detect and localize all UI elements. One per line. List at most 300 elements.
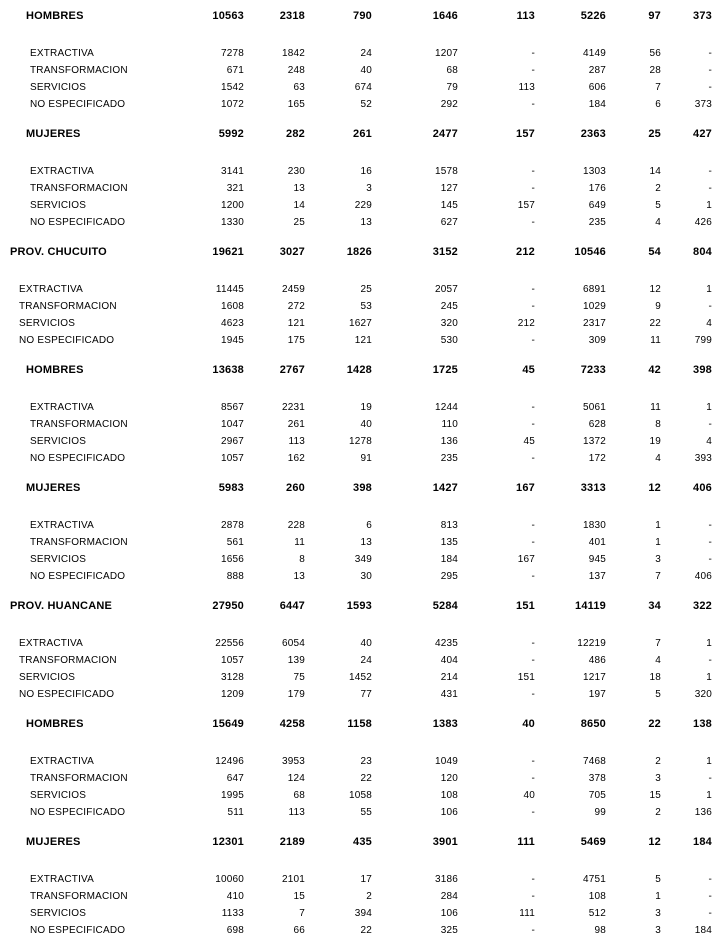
section-header-row bbox=[0, 480, 715, 497]
value-cell: 18 bbox=[649, 672, 661, 683]
value-cell: 1627 bbox=[348, 318, 372, 329]
value-cell: 287 bbox=[588, 65, 606, 76]
value-cell: 627 bbox=[440, 217, 458, 228]
value-cell: 24 bbox=[360, 48, 372, 59]
row-label: SERVICIOS bbox=[30, 908, 87, 919]
value-cell: - bbox=[531, 807, 535, 818]
value-cell: - bbox=[531, 453, 535, 464]
value-cell: 11445 bbox=[215, 284, 244, 295]
value-cell: 1049 bbox=[434, 756, 458, 767]
value-cell: - bbox=[531, 874, 535, 885]
value-cell: 3313 bbox=[580, 482, 606, 494]
value-cell: 6447 bbox=[279, 600, 305, 612]
value-cell: 5 bbox=[655, 689, 661, 700]
value-cell: - bbox=[531, 419, 535, 430]
value-cell: 2 bbox=[655, 807, 661, 818]
value-cell: - bbox=[531, 284, 535, 295]
row-label: NO ESPECIFICADO bbox=[19, 335, 115, 346]
value-cell: 1 bbox=[706, 402, 712, 413]
value-cell: 888 bbox=[226, 571, 244, 582]
value-cell: 325 bbox=[440, 925, 458, 934]
value-cell: 25 bbox=[360, 284, 372, 295]
value-cell: 4751 bbox=[582, 874, 606, 885]
value-cell: 1 bbox=[706, 672, 712, 683]
value-cell: 486 bbox=[588, 655, 606, 666]
value-cell: 647 bbox=[226, 773, 244, 784]
value-cell: 1 bbox=[706, 638, 712, 649]
value-cell: 12 bbox=[649, 284, 661, 295]
value-cell: 671 bbox=[226, 65, 244, 76]
value-cell: 229 bbox=[354, 200, 372, 211]
row-label: EXTRACTIVA bbox=[30, 874, 95, 885]
value-cell: - bbox=[708, 48, 712, 59]
value-cell: - bbox=[708, 65, 712, 76]
section-hombres bbox=[0, 362, 715, 467]
value-cell: 1725 bbox=[432, 364, 458, 376]
value-cell: 322 bbox=[693, 600, 712, 612]
value-cell: 7468 bbox=[582, 756, 606, 767]
value-cell: 5226 bbox=[580, 10, 606, 22]
value-cell: 6 bbox=[655, 99, 661, 110]
table-row bbox=[0, 281, 715, 298]
value-cell: 261 bbox=[353, 128, 372, 140]
value-cell: 393 bbox=[694, 453, 712, 464]
section-mujeres bbox=[0, 834, 715, 934]
value-cell: - bbox=[531, 48, 535, 59]
value-cell: 4235 bbox=[434, 638, 458, 649]
value-cell: 674 bbox=[354, 82, 372, 93]
value-cell: 167 bbox=[516, 482, 535, 494]
section-header-row bbox=[0, 244, 715, 261]
value-cell: 4 bbox=[655, 217, 661, 228]
value-cell: 2 bbox=[655, 183, 661, 194]
value-cell: - bbox=[531, 301, 535, 312]
value-cell: 3152 bbox=[432, 246, 458, 258]
value-cell: 11 bbox=[650, 335, 661, 346]
value-cell: 7 bbox=[655, 638, 661, 649]
value-cell: 91 bbox=[360, 453, 372, 464]
value-cell: 45 bbox=[522, 364, 535, 376]
value-cell: 1 bbox=[706, 790, 712, 801]
value-cell: 111 bbox=[519, 908, 535, 919]
value-cell: 2057 bbox=[434, 284, 458, 295]
value-cell: 56 bbox=[649, 48, 661, 59]
table-row bbox=[0, 450, 715, 467]
table-row bbox=[0, 686, 715, 703]
value-cell: 1057 bbox=[220, 655, 244, 666]
value-cell: 12496 bbox=[215, 756, 244, 767]
value-cell: 22 bbox=[649, 318, 661, 329]
value-cell: - bbox=[531, 166, 535, 177]
value-cell: 4149 bbox=[582, 48, 606, 59]
value-cell: 1 bbox=[655, 537, 661, 548]
value-cell: - bbox=[531, 183, 535, 194]
row-label: SERVICIOS bbox=[30, 200, 87, 211]
value-cell: 248 bbox=[287, 65, 305, 76]
value-cell: 22 bbox=[360, 773, 372, 784]
section-header-row bbox=[0, 716, 715, 733]
value-cell: 137 bbox=[588, 571, 606, 582]
value-cell: 11 bbox=[294, 537, 305, 548]
table-row bbox=[0, 96, 715, 113]
value-cell: - bbox=[531, 99, 535, 110]
table-row bbox=[0, 922, 715, 934]
value-cell: 406 bbox=[693, 482, 712, 494]
value-cell: - bbox=[531, 638, 535, 649]
value-cell: - bbox=[531, 65, 535, 76]
value-cell: 121 bbox=[287, 318, 305, 329]
value-cell: 1995 bbox=[220, 790, 244, 801]
value-cell: 404 bbox=[440, 655, 458, 666]
value-cell: - bbox=[531, 217, 535, 228]
row-label: EXTRACTIVA bbox=[30, 166, 95, 177]
value-cell: 22 bbox=[648, 718, 661, 730]
value-cell: 24 bbox=[360, 655, 372, 666]
section-header-row bbox=[0, 8, 715, 25]
value-cell: 431 bbox=[440, 689, 458, 700]
value-cell: - bbox=[531, 756, 535, 767]
value-cell: 427 bbox=[693, 128, 712, 140]
row-label: EXTRACTIVA bbox=[30, 48, 95, 59]
value-cell: 6054 bbox=[281, 638, 305, 649]
row-label: NO ESPECIFICADO bbox=[30, 453, 126, 464]
value-cell: 5 bbox=[655, 200, 661, 211]
value-cell: 136 bbox=[440, 436, 458, 447]
value-cell: 13 bbox=[360, 217, 372, 228]
value-cell: 40 bbox=[360, 638, 372, 649]
value-cell: - bbox=[531, 537, 535, 548]
value-cell: 398 bbox=[353, 482, 372, 494]
value-cell: 15649 bbox=[212, 718, 244, 730]
table-row bbox=[0, 534, 715, 551]
value-cell: 406 bbox=[694, 571, 712, 582]
value-cell: 945 bbox=[588, 554, 606, 565]
value-cell: 176 bbox=[588, 183, 606, 194]
value-cell: 2767 bbox=[279, 364, 305, 376]
value-cell: 54 bbox=[648, 246, 661, 258]
section-hombres bbox=[0, 716, 715, 821]
value-cell: 261 bbox=[287, 419, 305, 430]
value-cell: 214 bbox=[440, 672, 458, 683]
value-cell: 5992 bbox=[218, 128, 244, 140]
value-cell: 127 bbox=[440, 183, 458, 194]
value-cell: 3141 bbox=[220, 166, 244, 177]
value-cell: 7233 bbox=[580, 364, 606, 376]
section-header-label: PROV. HUANCANE bbox=[10, 600, 113, 612]
value-cell: - bbox=[708, 419, 712, 430]
value-cell: - bbox=[708, 908, 712, 919]
value-cell: 12219 bbox=[577, 638, 606, 649]
value-cell: 2231 bbox=[281, 402, 305, 413]
value-cell: 212 bbox=[517, 318, 535, 329]
value-cell: 8 bbox=[299, 554, 305, 565]
value-cell: 4 bbox=[706, 436, 712, 447]
row-label: TRANSFORMACION bbox=[30, 65, 128, 76]
value-cell: 97 bbox=[648, 10, 661, 22]
value-cell: 13638 bbox=[212, 364, 244, 376]
value-cell: 184 bbox=[588, 99, 606, 110]
value-cell: 410 bbox=[226, 891, 244, 902]
value-cell: 230 bbox=[287, 166, 305, 177]
value-cell: 113 bbox=[288, 436, 305, 447]
value-cell: 3128 bbox=[220, 672, 244, 683]
value-cell: 228 bbox=[287, 520, 305, 531]
value-cell: 1029 bbox=[582, 301, 606, 312]
value-cell: 235 bbox=[440, 453, 458, 464]
value-cell: - bbox=[531, 571, 535, 582]
row-label: EXTRACTIVA bbox=[30, 402, 95, 413]
row-label: EXTRACTIVA bbox=[19, 638, 84, 649]
row-label: EXTRACTIVA bbox=[30, 756, 95, 767]
value-cell: 63 bbox=[293, 82, 305, 93]
value-cell: 284 bbox=[440, 891, 458, 902]
value-cell: 799 bbox=[694, 335, 712, 346]
value-cell: 705 bbox=[588, 790, 606, 801]
value-cell: 4 bbox=[706, 318, 712, 329]
value-cell: - bbox=[708, 82, 712, 93]
value-cell: - bbox=[708, 773, 712, 784]
section-header-label: MUJERES bbox=[26, 482, 81, 494]
value-cell: 4623 bbox=[220, 318, 244, 329]
value-cell: 30 bbox=[360, 571, 372, 582]
value-cell: 2363 bbox=[580, 128, 606, 140]
value-cell: 1072 bbox=[220, 99, 244, 110]
value-cell: 175 bbox=[287, 335, 305, 346]
value-cell: 10563 bbox=[212, 10, 244, 22]
value-cell: 14119 bbox=[575, 600, 606, 612]
value-cell: 184 bbox=[694, 925, 712, 934]
value-cell: 2967 bbox=[220, 436, 244, 447]
value-cell: 1427 bbox=[432, 482, 458, 494]
value-cell: 157 bbox=[517, 200, 535, 211]
table-row bbox=[0, 298, 715, 315]
table-row bbox=[0, 45, 715, 62]
table-row bbox=[0, 635, 715, 652]
value-cell: - bbox=[708, 655, 712, 666]
row-label: NO ESPECIFICADO bbox=[30, 807, 126, 818]
value-cell: 309 bbox=[588, 335, 606, 346]
value-cell: - bbox=[708, 554, 712, 565]
value-cell: 10060 bbox=[215, 874, 244, 885]
value-cell: 8650 bbox=[580, 718, 606, 730]
value-cell: 108 bbox=[440, 790, 458, 801]
value-cell: 23 bbox=[360, 756, 372, 767]
value-cell: 1 bbox=[706, 756, 712, 767]
value-cell: 295 bbox=[440, 571, 458, 582]
row-label: TRANSFORMACION bbox=[19, 655, 117, 666]
value-cell: 8 bbox=[655, 419, 661, 430]
value-cell: 162 bbox=[287, 453, 305, 464]
value-cell: 606 bbox=[588, 82, 606, 93]
value-cell: 1542 bbox=[220, 82, 244, 93]
value-cell: 3 bbox=[655, 925, 661, 934]
value-cell: 1209 bbox=[220, 689, 244, 700]
table-row bbox=[0, 652, 715, 669]
value-cell: 1842 bbox=[281, 48, 305, 59]
value-cell: 4 bbox=[655, 655, 661, 666]
value-cell: 3 bbox=[655, 773, 661, 784]
value-cell: 113 bbox=[288, 807, 305, 818]
value-cell: 99 bbox=[594, 807, 606, 818]
value-cell: 260 bbox=[286, 482, 305, 494]
section-header-label: HOMBRES bbox=[26, 364, 84, 376]
value-cell: 2 bbox=[655, 756, 661, 767]
value-cell: 1428 bbox=[346, 364, 372, 376]
value-cell: - bbox=[708, 874, 712, 885]
value-cell: 245 bbox=[440, 301, 458, 312]
value-cell: 135 bbox=[440, 537, 458, 548]
section-header-row bbox=[0, 834, 715, 851]
row-label: TRANSFORMACION bbox=[30, 419, 128, 430]
table-row bbox=[0, 871, 715, 888]
value-cell: - bbox=[708, 520, 712, 531]
value-cell: 1383 bbox=[432, 718, 458, 730]
value-cell: 2317 bbox=[582, 318, 606, 329]
value-cell: 1646 bbox=[432, 10, 458, 22]
section-header-row bbox=[0, 598, 715, 615]
value-cell: 22556 bbox=[215, 638, 244, 649]
value-cell: 151 bbox=[516, 600, 535, 612]
value-cell: 1 bbox=[706, 200, 712, 211]
value-cell: 4258 bbox=[279, 718, 305, 730]
value-cell: 28 bbox=[649, 65, 661, 76]
value-cell: 7 bbox=[299, 908, 305, 919]
value-cell: 1 bbox=[655, 891, 661, 902]
table-row bbox=[0, 180, 715, 197]
value-cell: 1372 bbox=[582, 436, 606, 447]
section-header-label: PROV. CHUCUITO bbox=[10, 246, 107, 258]
value-cell: 98 bbox=[594, 925, 606, 934]
row-label: SERVICIOS bbox=[30, 82, 87, 93]
value-cell: 13 bbox=[293, 571, 305, 582]
value-cell: 3 bbox=[655, 908, 661, 919]
value-cell: 45 bbox=[523, 436, 535, 447]
section-hombres bbox=[0, 8, 715, 113]
section-mujeres bbox=[0, 480, 715, 585]
value-cell: - bbox=[708, 183, 712, 194]
row-label: TRANSFORMACION bbox=[19, 301, 117, 312]
value-cell: 40 bbox=[523, 790, 535, 801]
value-cell: 151 bbox=[517, 672, 535, 683]
section-mujeres bbox=[0, 126, 715, 231]
value-cell: 52 bbox=[360, 99, 372, 110]
value-cell: 5469 bbox=[580, 836, 606, 848]
row-label: EXTRACTIVA bbox=[30, 520, 95, 531]
value-cell: - bbox=[708, 537, 712, 548]
value-cell: 138 bbox=[693, 718, 712, 730]
value-cell: 197 bbox=[588, 689, 606, 700]
value-cell: 426 bbox=[694, 217, 712, 228]
section-header-row bbox=[0, 126, 715, 143]
table-row bbox=[0, 416, 715, 433]
row-label: NO ESPECIFICADO bbox=[30, 217, 126, 228]
value-cell: - bbox=[708, 166, 712, 177]
value-cell: 12 bbox=[648, 836, 661, 848]
section-prov-chucuito bbox=[0, 244, 715, 349]
section-prov-huancane bbox=[0, 598, 715, 703]
value-cell: 1945 bbox=[220, 335, 244, 346]
row-label: TRANSFORMACION bbox=[30, 537, 128, 548]
value-cell: 110 bbox=[441, 419, 458, 430]
value-cell: 530 bbox=[440, 335, 458, 346]
value-cell: 14 bbox=[293, 200, 305, 211]
value-cell: 11 bbox=[650, 402, 661, 413]
value-cell: - bbox=[531, 402, 535, 413]
value-cell: 1057 bbox=[220, 453, 244, 464]
row-label: SERVICIOS bbox=[30, 554, 87, 565]
table-row bbox=[0, 62, 715, 79]
table-row bbox=[0, 804, 715, 821]
value-cell: 235 bbox=[588, 217, 606, 228]
value-cell: 2477 bbox=[432, 128, 458, 140]
row-label: TRANSFORMACION bbox=[30, 891, 128, 902]
row-label: TRANSFORMACION bbox=[30, 183, 128, 194]
value-cell: 378 bbox=[588, 773, 606, 784]
value-cell: 113 bbox=[516, 10, 535, 22]
value-cell: 512 bbox=[588, 908, 606, 919]
section-header-label: HOMBRES bbox=[26, 718, 84, 730]
value-cell: 1830 bbox=[582, 520, 606, 531]
value-cell: 1278 bbox=[348, 436, 372, 447]
value-cell: 1608 bbox=[220, 301, 244, 312]
value-cell: 5 bbox=[655, 874, 661, 885]
value-cell: 113 bbox=[518, 82, 535, 93]
value-cell: - bbox=[708, 301, 712, 312]
row-label: TRANSFORMACION bbox=[30, 773, 128, 784]
value-cell: 5983 bbox=[218, 482, 244, 494]
section-header-label: MUJERES bbox=[26, 128, 81, 140]
row-label: SERVICIOS bbox=[30, 790, 87, 801]
value-cell: 9 bbox=[655, 301, 661, 312]
row-label: SERVICIOS bbox=[19, 318, 76, 329]
value-cell: 167 bbox=[517, 554, 535, 565]
value-cell: 1 bbox=[655, 520, 661, 531]
value-cell: 1058 bbox=[348, 790, 372, 801]
value-cell: - bbox=[531, 520, 535, 531]
value-cell: 19 bbox=[360, 402, 372, 413]
value-cell: 121 bbox=[354, 335, 372, 346]
value-cell: 3 bbox=[655, 554, 661, 565]
row-label: SERVICIOS bbox=[19, 672, 76, 683]
value-cell: 120 bbox=[440, 773, 458, 784]
value-cell: 5284 bbox=[432, 600, 458, 612]
value-cell: 1133 bbox=[221, 908, 244, 919]
value-cell: - bbox=[531, 925, 535, 934]
value-cell: 5061 bbox=[582, 402, 606, 413]
value-cell: 4 bbox=[655, 453, 661, 464]
value-cell: 804 bbox=[693, 246, 712, 258]
value-cell: 320 bbox=[694, 689, 712, 700]
table-row bbox=[0, 315, 715, 332]
value-cell: 106 bbox=[440, 908, 458, 919]
value-cell: 1217 bbox=[582, 672, 606, 683]
value-cell: 649 bbox=[588, 200, 606, 211]
value-cell: 75 bbox=[293, 672, 305, 683]
value-cell: 108 bbox=[588, 891, 606, 902]
value-cell: 272 bbox=[287, 301, 305, 312]
table-row bbox=[0, 332, 715, 349]
value-cell: 1656 bbox=[220, 554, 244, 565]
value-cell: 184 bbox=[693, 836, 712, 848]
value-cell: 1303 bbox=[582, 166, 606, 177]
value-cell: 401 bbox=[588, 537, 606, 548]
value-cell: - bbox=[708, 891, 712, 902]
value-cell: 813 bbox=[440, 520, 458, 531]
table-row bbox=[0, 399, 715, 416]
value-cell: 698 bbox=[226, 925, 244, 934]
value-cell: 106 bbox=[440, 807, 458, 818]
table-row bbox=[0, 433, 715, 450]
